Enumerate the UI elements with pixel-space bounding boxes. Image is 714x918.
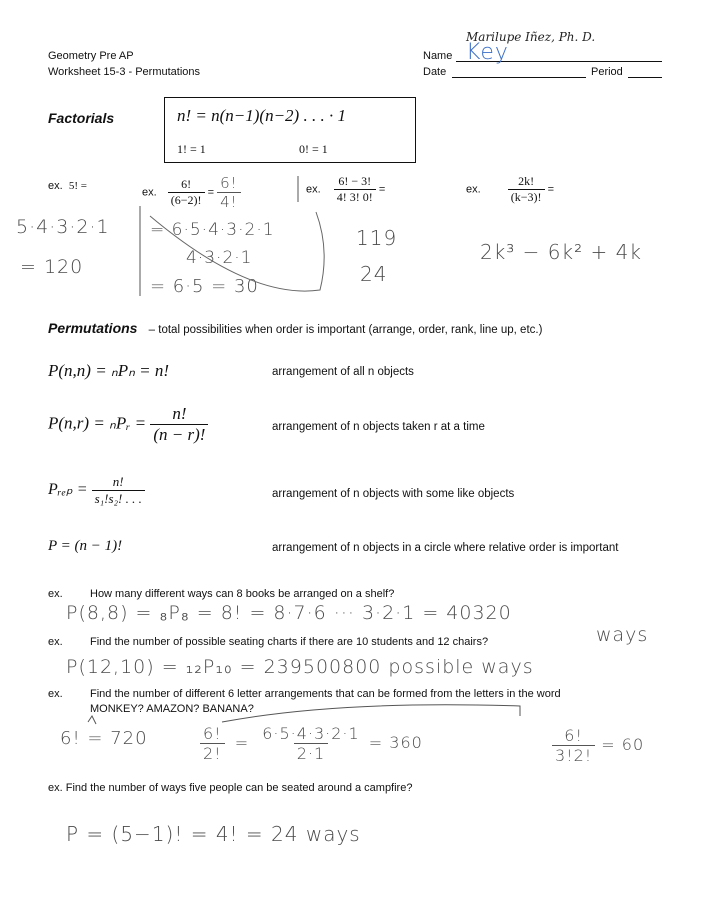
fact-ex3-label: ex.: [306, 183, 321, 196]
problem-2-text: Find the number of possible seating charts if there are 10 students and 12 chairs?: [90, 636, 489, 648]
problem-1-work-ways: ways: [596, 624, 649, 646]
problem-3-work-b-mid-num: 6·5·4·3·2·1: [262, 724, 360, 743]
fact-ex4-num: 2k!: [518, 174, 535, 188]
perm-formula-2-num: n!: [172, 404, 187, 423]
perm-formula-3-den: s₁!s₂! . . .: [92, 490, 145, 507]
fact-ex2-hw-num: 6!: [220, 174, 238, 192]
fact-ex2-hw-den: 4!: [217, 192, 241, 211]
hw-ex4: 2k³ − 6k² + 4k: [480, 240, 642, 264]
problem-4-label: ex.: [48, 782, 63, 794]
fact-ex2-label: ex.: [142, 186, 157, 199]
factorials-title: Factorials: [48, 110, 115, 126]
perm-formula-4: P = (n − 1)!: [48, 538, 123, 554]
problem-1-work: P(8,8) = ₈P₈ = 8! = 8·7·6 ··· 3·2·1 = 40320: [66, 602, 512, 624]
perm-formula-3-left: Pᵣₑₚ =: [48, 481, 88, 499]
problem-3-label: ex.: [48, 688, 63, 700]
hw-ex2-line1: = 6·5·4·3·2·1: [150, 220, 275, 240]
fact-ex3-den: 4! 3! 0!: [334, 189, 376, 205]
problem-2-work: P(12,10) = ₁₂P₁₀ = 239500800 possible ways: [66, 656, 534, 678]
fact-ex2-den: (6−2)!: [168, 192, 205, 208]
problem-3-work-b-num: 6!: [203, 724, 222, 743]
perm-desc-4: arrangement of n objects in a circle where relative order is important: [272, 542, 619, 554]
signature: Marilupe Iñez, Ph. D.: [466, 30, 596, 44]
hw-ex3-num: 119: [356, 226, 398, 250]
one-factorial: 1! = 1: [177, 142, 206, 156]
problem-3-work-b: $\frac{6!}{2!}$ = $\frac{6\cdot 5\cdot 4\cdot 3\cdot 2\cdot 1}{2\cdot 1}$ = 360: [200, 724, 423, 763]
hw-ex1-line1: 5·4·3·2·1: [16, 216, 110, 238]
fact-ex4-den: (k−3)!: [508, 189, 545, 205]
perm-desc-3: arrangement of n objects with some like objects: [272, 488, 515, 500]
hw-ex3-den: 24: [360, 262, 388, 286]
problem-3-work-b-den: 2!: [200, 743, 225, 763]
problem-1-text: How many different ways can 8 books be arranged on a shelf?: [90, 588, 395, 600]
date-label: Date: [423, 66, 447, 78]
hw-ex1-line2: = 120: [20, 256, 84, 278]
perm-formula-2-left: P(n,r) = ₙPᵣ =: [48, 413, 147, 433]
problem-3-work-a: 6! = 720: [60, 728, 148, 749]
problem-3-work-b-result: = 360: [368, 733, 423, 752]
period-label: Period: [591, 66, 623, 78]
problem-3-work-c-num: 6!: [564, 726, 583, 745]
course-title: Geometry Pre AP: [48, 50, 134, 62]
problem-3-text: Find the number of different 6 letter arrangements that can be formed from the letters in the word: [90, 688, 561, 700]
name-label: Name: [423, 50, 453, 62]
problem-3-work-c-result: = 60: [601, 735, 645, 754]
fact-ex4-label: ex.: [466, 183, 481, 196]
factorial-formula: n! = n(n−1)(n−2) . . . · 1: [177, 106, 346, 125]
fact-ex1-label: ex.: [48, 180, 63, 192]
problem-1-label: ex.: [48, 588, 63, 600]
problem-4-work: P = (5−1)! = 4! = 24 ways: [66, 822, 361, 846]
hw-ex2-line3: = 6·5 = 30: [150, 276, 259, 297]
perm-formula-1: P(n,n) = ₙPₙ = n!: [48, 361, 169, 380]
problem-3-words: MONKEY? AMAZON? BANANA?: [90, 703, 254, 715]
zero-factorial: 0! = 1: [299, 142, 328, 156]
name-value: Key: [466, 40, 509, 65]
perm-desc-1: arrangement of all n objects: [272, 366, 414, 378]
problem-3-work-b-mid-den: 2·1: [294, 743, 328, 763]
permutations-intro: – total possibilities when order is important (arrange, order, rank, line up, etc.): [148, 324, 543, 336]
fact-ex1-expr: 5! =: [68, 180, 87, 192]
perm-formula-2-den: (n − r)!: [150, 424, 208, 445]
fact-ex3-num: 6! − 3!: [338, 174, 372, 188]
fact-ex4-eq: =: [547, 183, 555, 196]
hw-ex2-den: 4·3·2·1: [186, 248, 253, 268]
problem-4-question: Find the number of ways five people can be seated around a campfire?: [65, 782, 413, 794]
problem-2-label: ex.: [48, 636, 63, 648]
perm-desc-2: arrangement of n objects taken r at a time: [272, 421, 485, 433]
fact-ex2-num: 6!: [181, 177, 192, 191]
fact-ex3-eq: =: [378, 183, 386, 196]
fact-ex2-eq: =: [207, 186, 215, 199]
worksheet-title: Worksheet 15-3 - Permutations: [48, 66, 201, 78]
permutations-title: Permutations: [48, 320, 138, 336]
perm-formula-3-num: n!: [112, 474, 124, 489]
problem-3-work-c-den: 3!2!: [552, 745, 595, 765]
